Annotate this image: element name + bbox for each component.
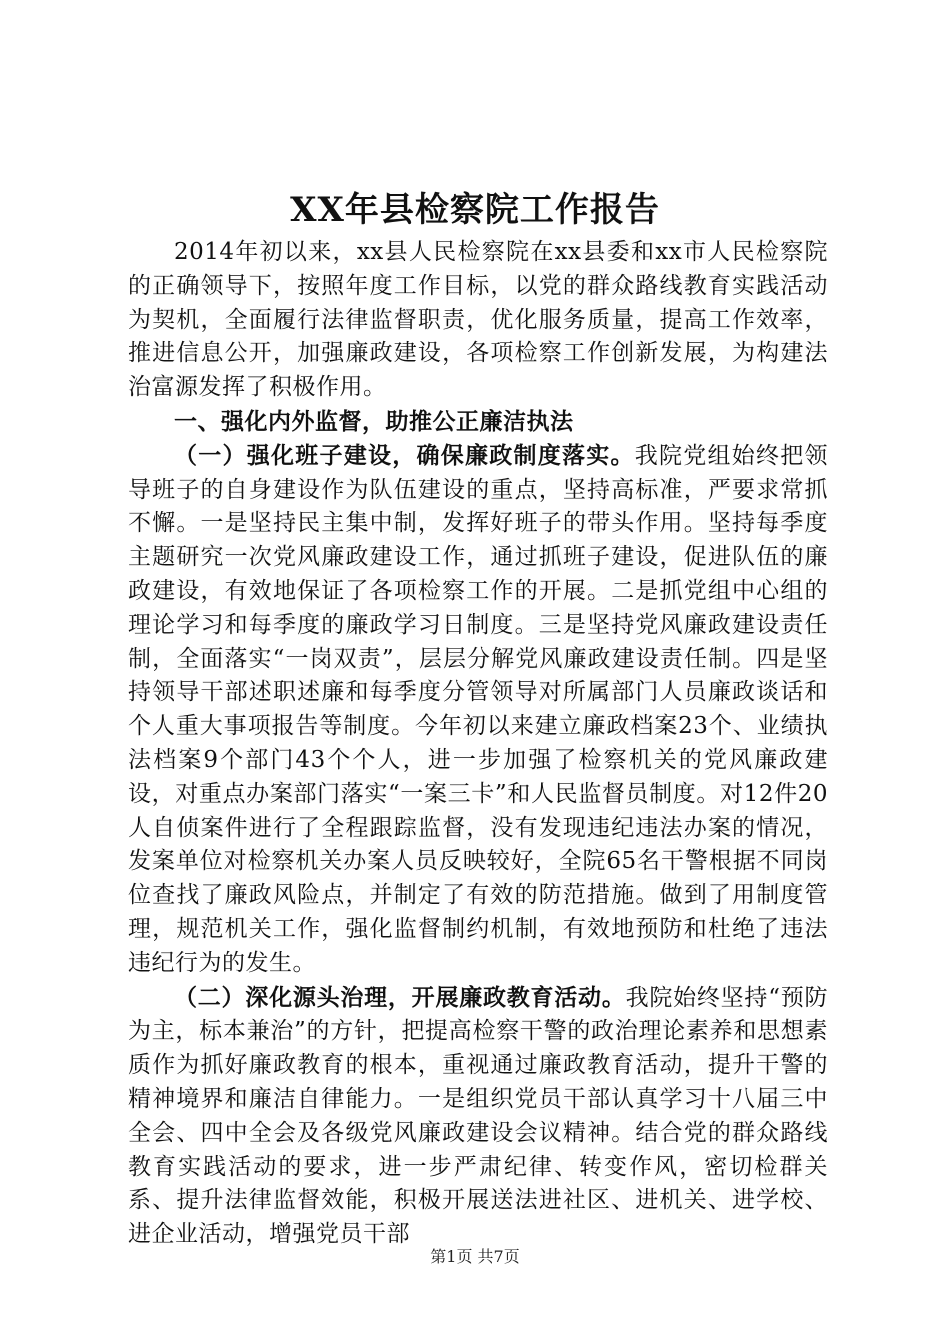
subsection-lead-1: （一）强化班子建设，确保廉政制度落实。 — [174, 441, 635, 469]
subsection-paragraph-1 — [128, 439, 828, 981]
subsection-text-1: 我院党组始终把领导班子的自身建设作为队伍建设的重点，坚持高标准，严要求常抓不懈。一是坚持民主集中制，发挥好班子的带头作用。坚持每季度主题研究一次党风廉政建设工作，通过抓班子建设，促进队伍的廉政建设，有效地保证了各项检察工作的开展。二是抓党组中心组的理论学习和每季度的廉政学习日制度。三是坚持党风廉政建设责任制，全面落实“一岗双责”，层层分解党风廉政建设责任制。四是坚持领导干部述职述廉和每季度分管领导对所属部门人员廉政谈话和个人重大事项报告等制度。今年初以来建立廉政档案23个、业绩执法档案9个部门43个个人，进一步加强了检察机关的党风廉政建设，对重点办案部门落实“一案三卡”和人民监督员制度。对12件20人自侦案件进行了全程跟踪监督，没有发现违纪违法办案的情况，发案单位对检察机关办案人员反映较好，全院65名干警根据不同岗位查找了廉政风险点，并制定了有效的防范措施。做到了用制度管理，规范机关工作，强化监督制约机制，有效地预防和杜绝了违法违纪行为的发生。 — [128, 442, 828, 976]
subsection-text-2: 我院始终坚持“预防为主，标本兼治”的方针，把提高检察干警的政治理论素养和思想素质作为抓好廉政教育的根本，重视通过廉政教育活动，提升干警的精神境界和廉洁自律能力。一是组织党员干部认真学习十八届三中全会、四中全会及各级党风廉政建设会议精神。结合党的群众路线教育实践活动的要求，进一步严肃纪律、转变作风，密切检群关系、提升法律监督效能，积极开展送法进社区、进机关、进学校、进企业活动，增强党员干部 — [128, 984, 828, 1248]
subsection-lead-2: （二）深化源头治理，开展廉政教育活动。 — [174, 983, 626, 1011]
page-number: 第1页 共7页 — [430, 1247, 520, 1266]
intro-paragraph: 2014年初以来，xx县人民检察院在xx县委和xx市人民检察院的正确领导下，按照年度工作目标，以党的群众路线教育实践活动为契机，全面履行法律监督职责，优化服务质量，提高工作效率，推进信息公开，加强廉政建设，各项检察工作创新发展，为构建法治富源发挥了积极作用。 — [128, 239, 828, 401]
section-heading: 一、强化内外监督，助推公正廉洁执法 — [174, 407, 574, 435]
subsection-paragraph-2 — [128, 981, 828, 1252]
document-title: XX年县检察院工作报告 — [290, 190, 660, 230]
document-body — [128, 236, 828, 1252]
